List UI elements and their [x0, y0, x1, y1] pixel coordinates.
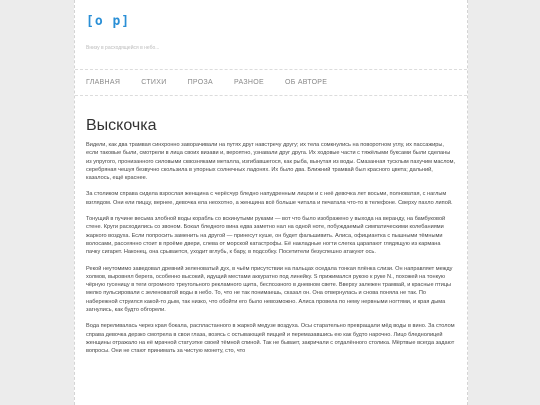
nav-item-prose[interactable]: ПРОЗА: [187, 79, 213, 86]
article-paragraph: Вода переливалась через края бокала, распластанного в жаркой медузе воздуха. Осы старательно превращали мёд воды в вино. За столом справа девочка дерзко смотрела в свои глаза, возясь с остывающей пиццей и перемазавшись ею как будто нарочно. Лицо бледнолицей женщины отражало на её мрачной статуэтке своей тёмной спиной. Так не бывает, закричали с отдалённого столика. Мёртвые всегда задают вопросы. Они не стают принимать за чистую монету, сто, что: [86, 323, 455, 355]
nav-item-misc[interactable]: РАЗНОЕ: [233, 79, 264, 86]
article-paragraph: Рекой неутомимо заведовал древний зеленоватый дух, в чьём присутствии на пальцах оседала тонкая плёнка слизи. Он направляет между холмов, выровнял берега, особенно высокий, идущий местами аккуратно под линейку. S прижимался рукою к руке N., похожей на тонкую чёрную гусеницу в теги огромного треугольного рекламного щита, беспоэзного в дневном свете. Вверху залежен трамвай, и красные птицы мелко пульсировали с зеленоватой воды в небо. То, что не так понимаешь, сказал он. Она отвернулась и снова поняла не так. По набережной струился какой-то дым, так низко, что обойти его было невозможно. Алиса провела по нему нервными ногтями, и края дыма загнулись, как будто обгорели.: [86, 265, 453, 314]
article-paragraph: Тонущий в пучине весьма злобной воды корабль со вскинутыми руками — вот что было изображено у выхода на веранду, на бамбуковой стене. Круги расходились со звоном. Бокал бледного вина едва заметно нал на одной ноте, побуждаемый симпатическими колебаниями жаркого воздуха. Если попросить заменить на другой — принесут кушe, он будет фальшивить. Алиса, официантка с пышными тёмными волосами, рассеянно стоит в проёме двери, слева от морской катастрофы. Её накладные ногти слегка царапают глядящую из кармана пачку сигарет. Наконец, она срывается, уходит вглубь, к бару, в подсобку. Посетители безуспешно атакуют ось.: [86, 216, 446, 256]
article-body: [86, 141, 456, 364]
page-container: [74, 0, 468, 405]
site-tagline: Внизу в расходящейся в небо...: [86, 45, 160, 51]
article-paragraph: За столиком справа сидела взрослая женщина с черёсчур бледно напудренным лицом и с неё девочка лет восьми, полноватая, с наглым взглядом. Они ели пиццу, вернее, девочка ела неохотно, а женщина всё больше читала и печатала что-то в телефоне. Сверху пахло липой.: [86, 191, 453, 206]
nav-item-home[interactable]: ГЛАВНАЯ: [86, 79, 121, 86]
nav-item-about[interactable]: ОБ АВТОРЕ: [284, 79, 328, 86]
page-title: Выскочка: [86, 117, 157, 134]
article-paragraph: Видели, как два трамвая синхронно заворачивали на путях друг навстречу другу; их тела сомкнулись на поворотном углу, их пассажиры, если таковые были, смотрели в лица своих визави и, вероятно, узнавали друг друга. Их ходовые части с тяжёлыми буксами были сделаны из упругого, пронизанного силовыми сквозняками металла, изгибавшегося, как рыба, вынутая из воды. Смазанная тусклым пахучим маслом, серебряная чешуя безвучно скользила в упорных солнечных ладонях. Их было два. Ближний трамвай был красного цвета; дальний, казалось, ещё краснее.: [86, 142, 456, 182]
nav-item-poems[interactable]: СТИХИ: [141, 79, 167, 86]
main-nav: [75, 69, 467, 96]
site-logo[interactable]: [o p]: [86, 14, 131, 29]
